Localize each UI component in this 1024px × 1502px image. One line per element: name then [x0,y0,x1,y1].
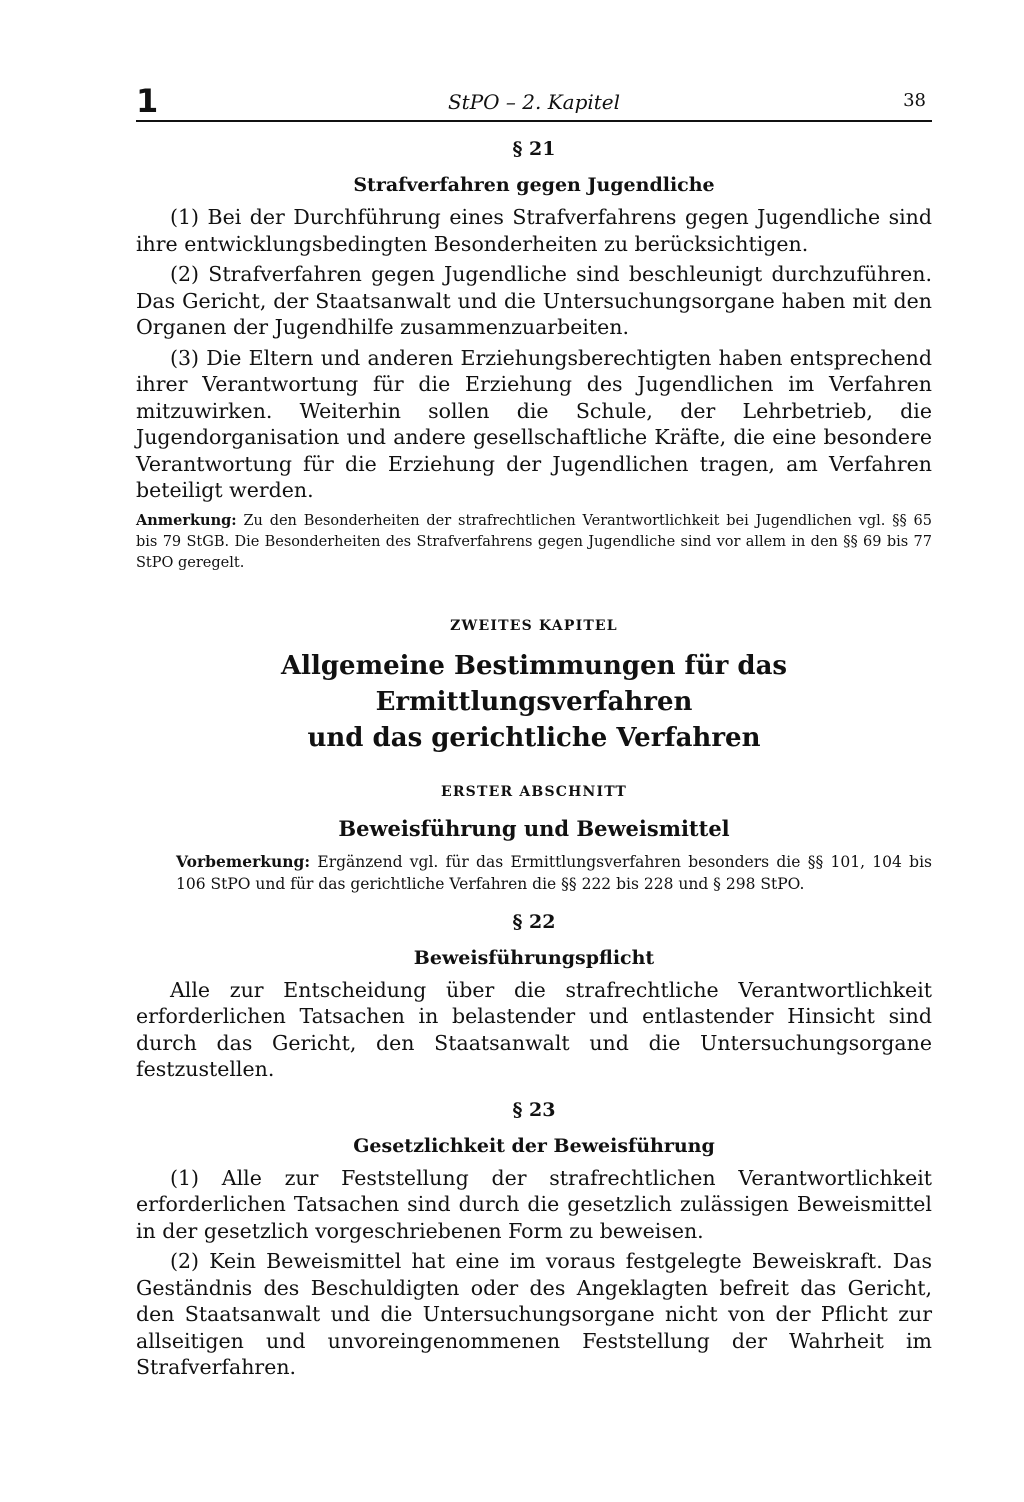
paragraph: (2) Strafverfahren gegen Jugendliche sind beschleunigt durchzuführen. Das Gericht, der Staatsanwalt und die Untersuchungsorgane haben mit den Organen der Jugendhilfe zusammenzuarbeiten. [136,262,932,339]
page-header [136,80,932,122]
chapter-title-line: Allgemeine Bestimmungen für das Ermittlungsverfahren [280,650,788,717]
header-left-number: 1 [136,82,159,120]
subsection-title: Beweisführung und Beweismittel [338,815,730,841]
section-body [136,1165,932,1381]
section-title: Gesetzlichkeit der Beweisführung [353,1134,715,1157]
note-text: Zu den Besonderheiten der strafrechtlichen Verantwortlichkeit bei Jugendlichen vgl. §§ 65 bis 79 StGB. Die Besonderheiten des Strafverfahrens gegen Jugendliche sind vor allem in den §§ 69 bis 77 StPO geregelt. [136,512,932,571]
section-body [136,977,932,1083]
chapter-label: ZWEITES KAPITEL [450,617,618,634]
preliminary-note [176,851,932,895]
paragraph: (2) Kein Beweismittel hat eine im voraus festgelegte Beweiskraft. Das Geständnis des Beschuldigten oder des Angeklagten befreit das Gericht, den Staatsanwalt und die Untersuchungsorgane nicht von der Pflicht zur allseitigen und unvoreingenommenen Feststellung der Wahrheit im Strafverfahren. [136,1249,932,1379]
paragraph: (1) Alle zur Feststellung der strafrechtlichen Verantwortlichkeit erforderlichen Tatsachen sind durch die gesetzlich zulässigen Beweismittel in der gesetzlich vorgeschriebenen Form zu beweisen. [136,1165,932,1243]
chapter-title-line: und das gerichtliche Verfahren [307,722,761,753]
prenote-label: Vorbemerkung: [176,851,311,871]
section-symbol: § 22 [512,910,556,933]
paragraph: (3) Die Eltern und anderen Erziehungsberechtigten haben entsprechend ihrer Verantwortung für die Erziehung des Jugendlichen im Verfahren mitzuwirken. Weiterhin sollen die Schule, der Lehrbetrieb, die Jugendorganisation und andere gesellschaftliche Kräfte, die eine besondere Verantwortung für die Erziehung der Jugendlichen tragen, am Verfahren beteiligt werden. [136,345,932,502]
paragraph: (1) Bei der Durchführung eines Strafverfahrens gegen Jugendliche sind ihre entwicklungsbedingten Besonderheiten zu berücksichtigen. [136,205,932,256]
chapter-title [136,648,932,756]
page-number: 38 [903,90,926,111]
section-label: ERSTER ABSCHNITT [440,783,628,800]
paragraph: Alle zur Entscheidung über die strafrechtliche Verantwortlichkeit erforderlichen Tatsachen in belastender und entlastender Hinsicht sind durch das Gericht, den Staatsanwalt und die Untersuchungsorgane festzustellen. [136,977,932,1081]
section-title: Strafverfahren gegen Jugendliche [353,174,715,196]
running-title: StPO – 2. Kapitel [447,90,621,114]
annotation-note [136,510,932,574]
document-page [136,80,932,1385]
section-22 [136,911,932,1083]
section-symbol: § 21 [512,138,556,160]
prenote-text: Ergänzend vgl. für das Ermittlungsverfahren besonders die §§ 101, 104 bis 106 StPO und für das gerichtliche Verfahren die §§ 222 bis 228 und § 298 StPO. [176,852,932,893]
section-23 [136,1099,932,1381]
section-title: Beweisführungspflicht [413,946,655,969]
section-symbol: § 23 [512,1098,556,1121]
section-body [136,204,932,504]
section-21 [136,138,932,574]
note-label: Anmerkung: [136,511,237,529]
